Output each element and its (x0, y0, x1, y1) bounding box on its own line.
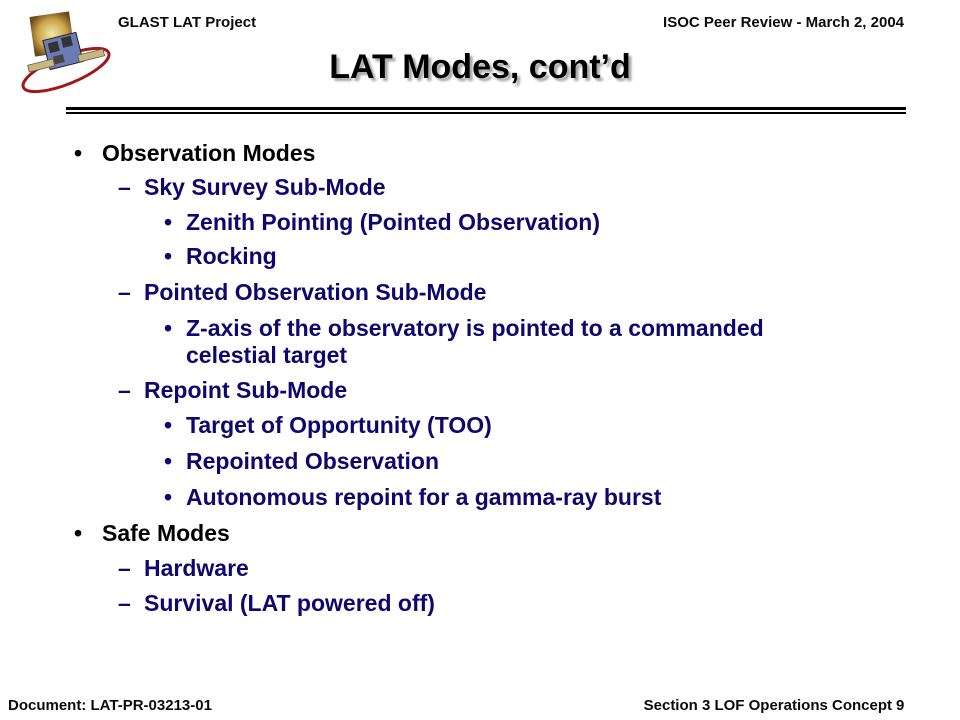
dash-marker: – (118, 590, 131, 616)
bullet-marker: • (164, 484, 173, 510)
bullet-marker: • (164, 315, 173, 341)
header-event: ISOC Peer Review - March 2, 2004 (663, 14, 904, 31)
footer-document: Document: LAT-PR-03213-01 (8, 697, 212, 714)
outline-item-level-3: Z-axis of the observatory is pointed to a commanded (186, 315, 764, 341)
outline-item-level-3: Rocking (186, 243, 277, 269)
outline-item-level-3: Zenith Pointing (Pointed Observation) (186, 209, 600, 235)
dash-marker: – (118, 555, 131, 581)
outline-item-level-3: Repointed Observation (186, 448, 440, 474)
bullet-marker: • (164, 243, 173, 269)
bullet-marker: • (74, 520, 83, 546)
bullet-marker: • (164, 412, 173, 438)
page-number: 9 (896, 697, 905, 714)
bullet-marker: • (164, 209, 173, 235)
dash-marker: – (118, 174, 131, 200)
outline-item-level-3: Autonomous repoint for a gamma-ray burst (186, 484, 662, 510)
footer-section: Section 3 LOF Operations Concept (643, 697, 892, 714)
bullet-marker: • (74, 140, 83, 166)
header-project: GLAST LAT Project (118, 14, 257, 31)
slide-title: LAT Modes, cont’d (329, 48, 631, 86)
outline-item-level-2: Sky Survey Sub-Mode (144, 174, 386, 200)
dash-marker: – (118, 279, 131, 305)
outline-item-level-2: Repoint Sub-Mode (144, 377, 348, 403)
outline-item-level-2: Survival (LAT powered off) (144, 590, 435, 616)
outline-item-level-3: celestial target (186, 342, 348, 368)
outline-item-level-1: Observation Modes (102, 140, 316, 166)
dash-marker: – (118, 377, 131, 403)
outline-item-level-2: Pointed Observation Sub-Mode (144, 279, 487, 305)
bullet-marker: • (164, 448, 173, 474)
outline-item-level-2: Hardware (144, 555, 249, 581)
outline-item-level-3: Target of Opportunity (TOO) (186, 412, 492, 438)
outline-item-level-1: Safe Modes (102, 520, 230, 546)
